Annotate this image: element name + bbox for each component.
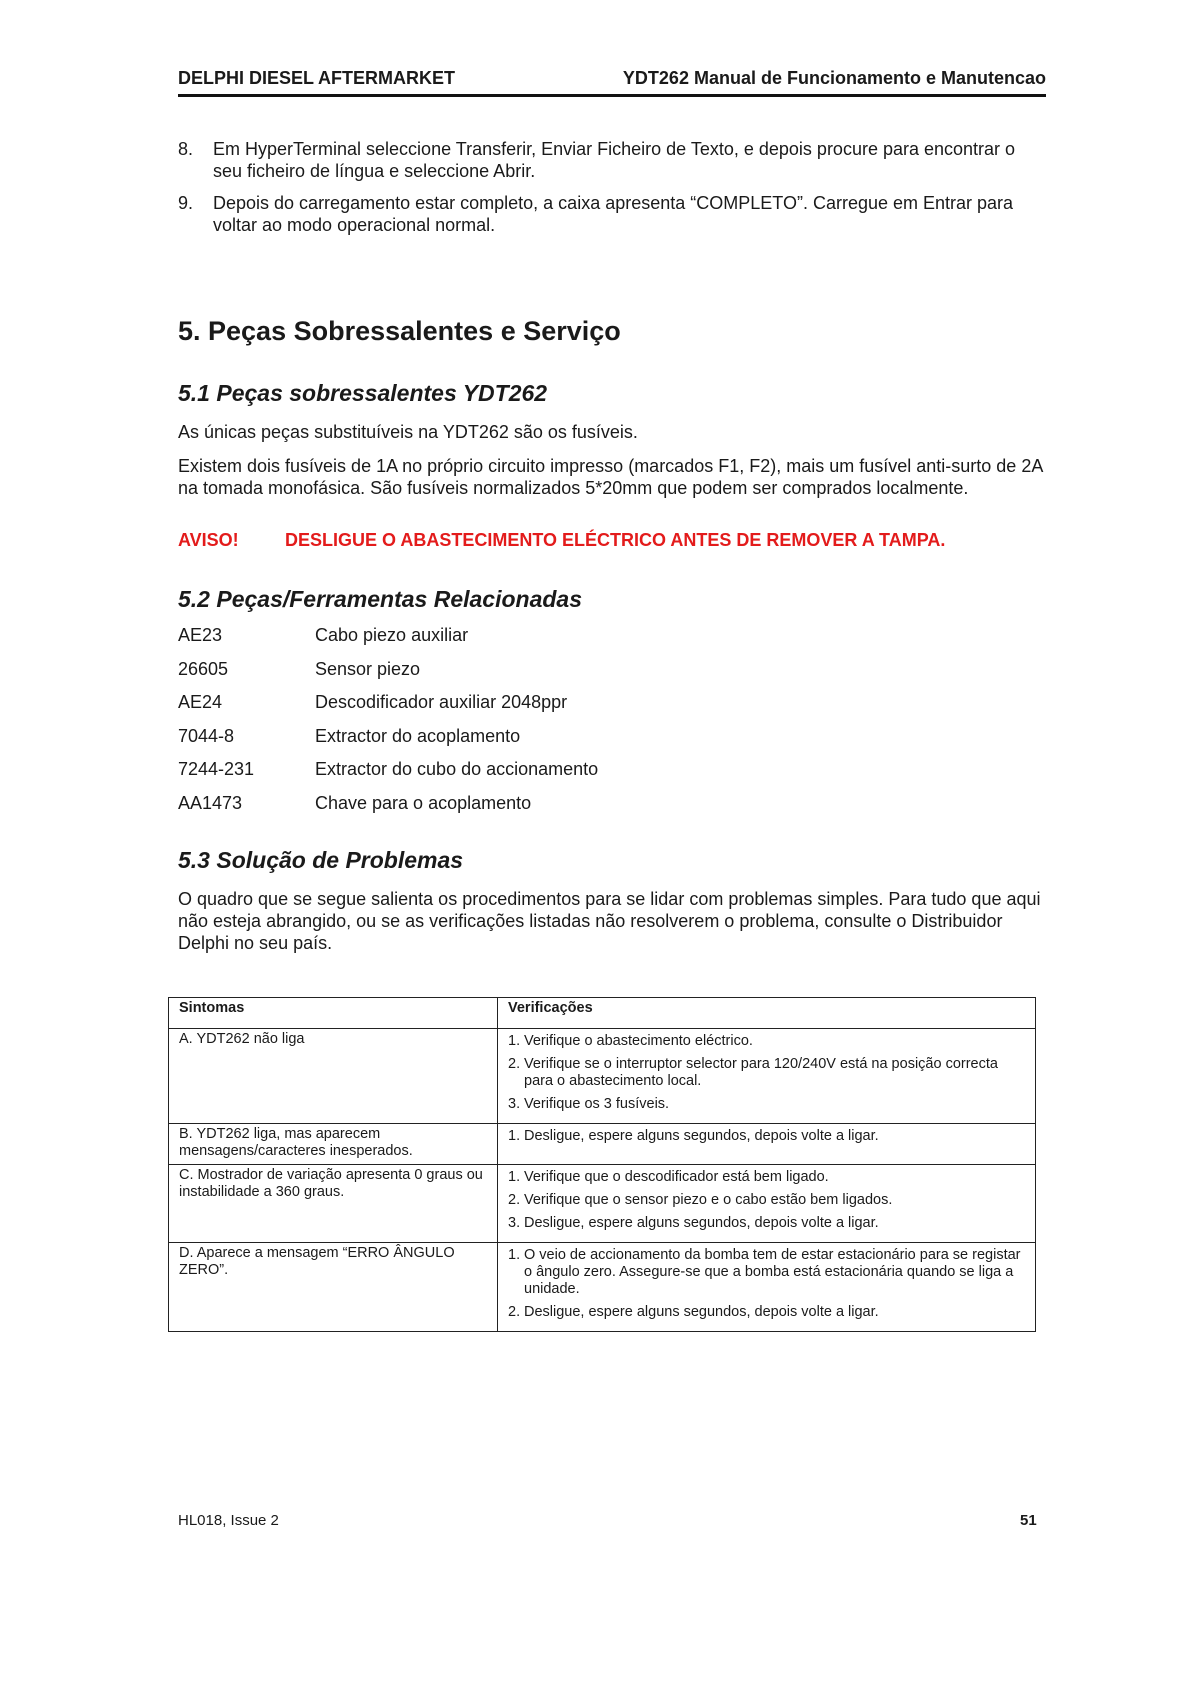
check-number: 2.	[508, 1192, 521, 1208]
checks-column-header: Verificações	[498, 998, 1036, 1029]
fuses-paragraph: Existem dois fusíveis de 1A no próprio circuito impresso (marcados F1, F2), mais um fusível anti-surto de 2A na tomada monofásica. São fusíveis normalizados 5*20mm que podem ser comprados localmente.	[178, 456, 1043, 498]
part-code: 7244-231	[178, 759, 255, 780]
part-description: Extractor do acoplamento	[315, 725, 521, 746]
warning-notice	[178, 530, 945, 551]
section-5-3-heading: 5.3 Solução de Problemas	[178, 847, 464, 873]
warning-label: AVISO!	[178, 530, 239, 550]
check-number: 3.	[508, 1096, 521, 1112]
part-description: Chave para o acoplamento	[315, 792, 532, 813]
step-item	[178, 138, 1048, 182]
checks-cell	[498, 1124, 1036, 1165]
footer-page-number: 51	[1020, 1512, 1037, 1529]
part-row	[178, 624, 598, 658]
step-text: Depois do carregamento estar completo, a caixa apresenta “COMPLETO”. Carregue em Entrar para voltar ao modo operacional normal.	[213, 193, 1014, 235]
check-number: 3.	[508, 1215, 521, 1231]
check-number: 2.	[508, 1056, 521, 1072]
footer-document-id: HL018, Issue 2	[178, 1512, 279, 1529]
instruction-steps	[178, 138, 1048, 246]
check-text: Verifique se o interruptor selector para 120/240V está na posição correcta para o abastecimento local.	[524, 1056, 998, 1089]
troubleshooting-table	[168, 997, 1036, 1332]
checks-cell	[498, 1165, 1036, 1243]
check-item	[508, 1192, 1025, 1209]
section-5-heading: 5. Peças Sobressalentes e Serviço	[178, 316, 621, 346]
step-number: 8.	[178, 139, 194, 159]
check-item	[508, 1169, 1025, 1186]
spare-parts-paragraph: As únicas peças substituíveis na YDT262 são os fusíveis.	[178, 422, 638, 442]
table-row	[169, 1029, 1036, 1124]
page-header	[178, 66, 1046, 97]
header-company: DELPHI DIESEL AFTERMARKET	[178, 68, 456, 88]
check-text: Verifique que o descodificador está bem ligado.	[524, 1169, 829, 1185]
step-number: 9.	[178, 193, 194, 213]
check-item	[508, 1128, 1025, 1145]
table-row	[169, 1124, 1036, 1165]
part-row	[178, 658, 598, 692]
table-row	[169, 1243, 1036, 1332]
table-header-row	[169, 998, 1036, 1029]
section-5-1-heading: 5.1 Peças sobressalentes YDT262	[178, 380, 548, 406]
part-code: 7044-8	[178, 725, 235, 746]
symptom-cell: A. YDT262 não liga	[169, 1029, 498, 1124]
part-description: Extractor do cubo do accionamento	[315, 759, 599, 780]
check-item	[508, 1096, 1025, 1113]
part-row	[178, 792, 598, 826]
check-text: Verifique os 3 fusíveis.	[524, 1096, 670, 1112]
part-description: Cabo piezo auxiliar	[315, 625, 469, 645]
check-item	[508, 1215, 1025, 1232]
check-number: 2.	[508, 1304, 521, 1320]
check-item	[508, 1056, 1025, 1090]
check-text: Desligue, espere alguns segundos, depois volte a ligar.	[524, 1215, 879, 1231]
check-number: 1.	[508, 1247, 521, 1263]
check-text: Verifique que o sensor piezo e o cabo estão bem ligados.	[524, 1192, 893, 1208]
check-number: 1.	[508, 1128, 521, 1144]
symptom-cell: B. YDT262 liga, mas aparecem mensagens/caracteres inesperados.	[169, 1124, 498, 1165]
step-item	[178, 192, 1048, 236]
warning-text: DESLIGUE O ABASTECIMENTO ELÉCTRICO ANTES DE REMOVER A TAMPA.	[285, 530, 946, 550]
part-code: 26605	[178, 658, 229, 679]
part-row	[178, 725, 598, 759]
header-document-title: YDT262 Manual de Funcionamento e Manutencao	[622, 68, 1046, 88]
check-text: O veio de accionamento da bomba tem de estar estacionário para se registar o ângulo zero. Assegure-se que a bomba está estacionária quando se liga a unidade.	[524, 1247, 1021, 1297]
check-text: Verifique o abastecimento eléctrico.	[524, 1033, 753, 1049]
check-text: Desligue, espere alguns segundos, depois volte a ligar.	[524, 1304, 879, 1320]
section-5-2-heading: 5.2 Peças/Ferramentas Relacionadas	[178, 586, 583, 612]
part-description: Descodificador auxiliar 2048ppr	[315, 692, 568, 713]
check-item	[508, 1304, 1025, 1321]
part-description: Sensor piezo	[315, 658, 421, 679]
check-number: 1.	[508, 1169, 521, 1185]
step-text: Em HyperTerminal seleccione Transferir, Enviar Ficheiro de Texto, e depois procure para encontrar o seu ficheiro de língua e seleccione Abrir.	[213, 139, 1016, 181]
table-row	[169, 1165, 1036, 1243]
part-code: AE23	[178, 625, 223, 645]
check-item	[508, 1247, 1025, 1298]
check-item	[508, 1033, 1025, 1050]
symptom-cell: D. Aparece a mensagem “ERRO ÂNGULO ZERO”.	[169, 1243, 498, 1332]
checks-cell	[498, 1243, 1036, 1332]
part-code: AA1473	[178, 792, 243, 813]
troubleshooting-intro: O quadro que se segue salienta os procedimentos para se lidar com problemas simples. Para tudo que aqui não esteja abrangido, ou se as verificações listadas não resolverem o problema, consulte o Distribuidor Delphi no seu país.	[178, 889, 1041, 953]
symptoms-column-header: Sintomas	[169, 998, 498, 1029]
related-parts-list	[178, 624, 598, 826]
check-text: Desligue, espere alguns segundos, depois volte a ligar.	[524, 1128, 879, 1144]
part-code: AE24	[178, 692, 223, 713]
checks-cell	[498, 1029, 1036, 1124]
part-row	[178, 758, 598, 792]
check-number: 1.	[508, 1033, 521, 1049]
part-row	[178, 691, 598, 725]
symptom-cell: C. Mostrador de variação apresenta 0 graus ou instabilidade a 360 graus.	[169, 1165, 498, 1243]
